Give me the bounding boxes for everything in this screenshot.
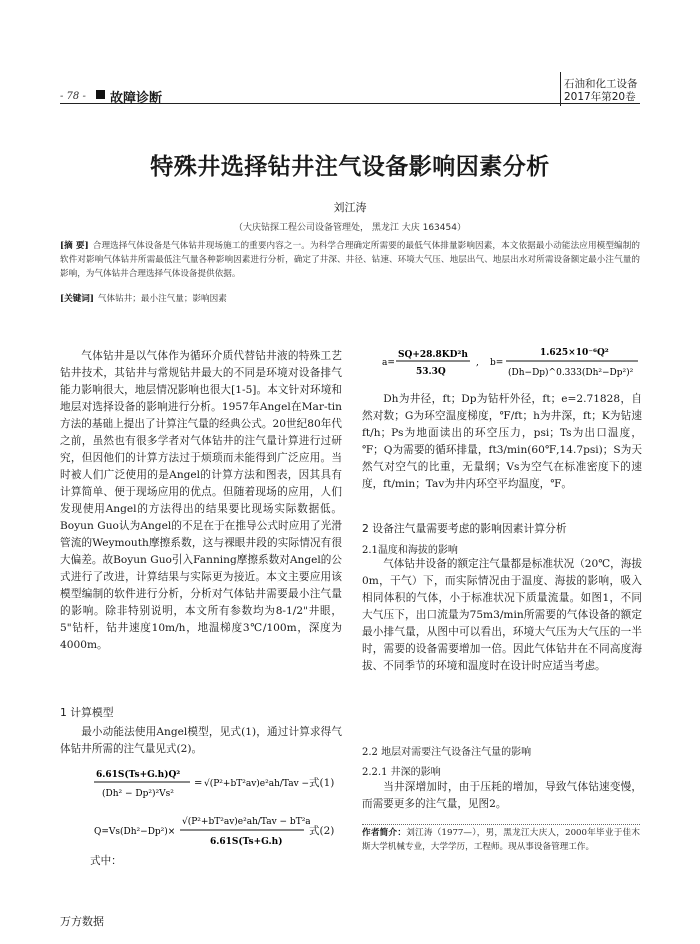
equation-1-label: 式(1) [309, 777, 335, 789]
section-1-text: 最小动能法使用Angel模型，见式(1)，通过计算求得气体钻井所需的注气量见式(2)。 [60, 726, 342, 755]
page-number: - 78 - [60, 91, 86, 102]
definitions-text: Dh为井径，ft；Dp为钻杆外径，ft；e=2.71828，自然对数；G为环空温度梯度，℉/ft；h为井深，ft；K为钻速ft/h；Ps为地面读出的环空压力，psi；Ts为出口温度，℉；Q为需要的循环排量，ft3/min(60℉,14.7psi)；S为天然气对空气的比重，无量纲；Vs为空气在标准密度下的速度，ft/min；Tav为井内环空平均温度，℉。 [362, 393, 642, 490]
svg-text:,: , [476, 358, 479, 368]
abstract [60, 239, 640, 281]
svg-text:SQ+28.8KD²h: SQ+28.8KD²h [398, 350, 468, 360]
author: 刘江涛 [333, 201, 367, 214]
bio-divider [362, 824, 640, 825]
svg-text:6.61S(Ts+G.h): 6.61S(Ts+G.h) [210, 837, 283, 847]
section-label: 故障诊断 [110, 91, 163, 106]
section-1-paragraph [60, 724, 342, 758]
section-marker-square [96, 90, 105, 99]
section-2-heading: 2 设备注气量需要考虑的影响因素计算分析 [362, 522, 567, 535]
section-2-1-paragraph [362, 556, 642, 675]
section-2-1-text: 气体钻井设备的额定注气量都是标准状况（20℃，海拔0m，干气）下，而实际情况由于温度、海拔的影响，吸入相同体积的气体，小于标准状况下质量流量。如图1，不同大气压下，出口流量为75m3/min所需要的气体设备的额定最小排气量，从图中可以看出，环境大气压为大气压的一半时，需要的设备需要增加一倍。因此气体钻井在不同高度海拔、不同季节的环境和温度时在设计时应适当考虑。 [362, 558, 642, 672]
footer-watermark: 万方数据 [60, 915, 104, 928]
section-2-2-1-text: 当井深增加时，由于压耗的增加，导致气体钻速变慢，而需要更多的注气量，见图2。 [362, 781, 642, 810]
equation-ab [380, 343, 642, 391]
journal-issue: 2017年第20卷 [564, 91, 636, 103]
equation-b-prefix: b= [490, 358, 504, 368]
equation-ab-graphic [380, 343, 642, 391]
svg-text:53.3Q: 53.3Q [416, 367, 446, 377]
abstract-text: 合理选择气体设备是气体钻井现场施工的重要内容之一。为科学合理确定所需要的最低气体排量影响因素，本文依据最小动能法应用模型编制的软件对影响气体钻井所需最低注气量各种影响因素进行分析，确定了井深、井径、钻速、环境大气压、地层出气、地层出水对所需设备额定最小注气量的影响，为气体钻井合理选择气体设备提供依据。 [60, 241, 640, 279]
intro-paragraph [60, 348, 342, 654]
svg-text:√(P²+bT²av)e²ah/Tav − bT²av: √(P²+bT²av)e²ah/Tav − bT²av [182, 817, 310, 827]
journal-name: 石油和化工设备 [564, 78, 638, 90]
equation-a-prefix: a= [382, 358, 395, 368]
author-bio-text: 刘江涛（1977—），男，黑龙江大庆人，2000年毕业于佳木斯大学机械专业，大学学历，工程师。现从事设备管理工作。 [362, 828, 640, 852]
svg-text:1.625×10⁻⁶Q²: 1.625×10⁻⁶Q² [540, 348, 609, 358]
where-label: 式中： [90, 855, 122, 867]
intro-text: 气体钻井是以气体作为循环介质代替钻井液的特殊工艺钻井技术，其钻井与常规钻井最大的不同是环境对设备排气能力影响很大，地层情况影响也很大[1-5]。本文针对环境和地层对选择设备的影响进行分析。1957年Angel在Mar-tin方法的基础上提出了计算注气量的经典公式。20世纪80年代之前，虽然也有很多学者对气体钻井的注气量计算进行过研究，但因他们的计算方法过于烦琐而未能得到广泛应用。当时被人们广泛使用的是Angel的计算方法和图表，因其具有计算简单、便于现场应用的优点。但随着现场的应用，人们发现使用Angel的方法得出的结果要比现场实际数据低。Boyun Guo认为Angel的不足在于在推导公式时应用了光滑管流的Weymouth摩擦系数，这与裸眼井段的实际情况有很大偏差。故Boyun Guo引入Fanning摩擦系数对Angel的公式进行了改进，计算结果与实际更为接近。本文主要应用该模型编制的软件进行分析，分析对气体钻井需要最小注气量的影响。除非特别说明，本文所有参数均为8-1/2"井眼，5"钻杆，钻井速度10m/h，地温梯度3℃/100m，深度为4000m。 [60, 350, 342, 651]
equation-1-graphic [90, 763, 310, 803]
header-rule [60, 103, 640, 104]
svg-text:(Dh−Dp)^0.333(Dh²−Dp²)²: (Dh−Dp)^0.333(Dh²−Dp²)² [508, 368, 634, 378]
svg-text:Q=Vs(Dh²−Dp²)×: Q=Vs(Dh²−Dp²)× [94, 827, 176, 837]
section-1-heading: 1 计算模型 [60, 706, 114, 719]
svg-text:√(P²+bT²av)e²ah/Tav − bT²av: √(P²+bT²av)e²ah/Tav − [204, 779, 310, 789]
section-2-2-1-heading: 2.2.1 井深的影响 [362, 767, 441, 778]
section-2-2-1-paragraph [362, 779, 642, 813]
definitions-paragraph [362, 391, 642, 493]
article-title: 特殊井选择钻井注气设备影响因素分析 [150, 154, 550, 180]
equation-2-graphic [90, 810, 310, 856]
svg-text:(Dh² − Dp²)²Vs²: (Dh² − Dp²)²Vs² [102, 789, 174, 799]
author-bio-label: 作者简介： [362, 828, 407, 838]
section-2-2-heading: 2.2 地层对需要注气设备注气量的影响 [362, 747, 532, 758]
svg-text:6.61S(Ts+G.h)Q²: 6.61S(Ts+G.h)Q² [96, 770, 181, 780]
abstract-label: [摘 要] [60, 241, 89, 251]
section-2-1-heading: 2.1温度和海拔的影响 [362, 545, 458, 556]
keywords-text: 气体钻井；最小注气量；影响因素 [97, 294, 227, 304]
author-bio [362, 826, 640, 854]
affiliation: （大庆钻探工程公司设备管理处， 黑龙江 大庆 163454） [234, 223, 466, 233]
equation-2-label: 式(2) [309, 825, 335, 837]
header-divider-vertical [560, 72, 561, 106]
svg-text:=: = [194, 778, 203, 789]
keywords-label: [关键词] [60, 294, 94, 304]
keywords [60, 292, 640, 304]
